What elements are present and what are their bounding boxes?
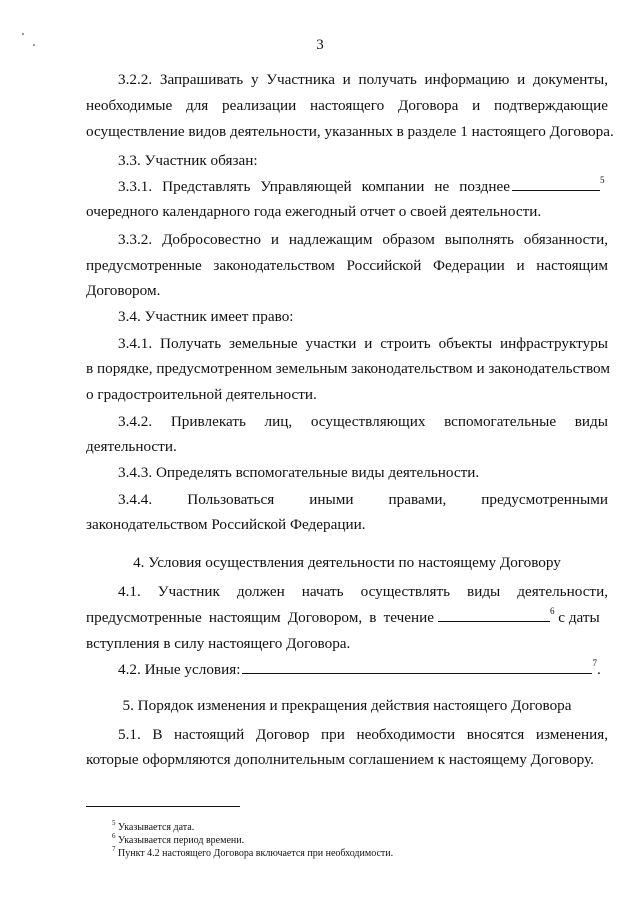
paragraph-line: в порядке, предусмотренном земельным законодательством и законодательством (86, 360, 610, 377)
paragraph-line: 3.3. Участник обязан: (118, 152, 258, 169)
paragraph-line: 3.4.1. Получать земельные участки и строить объекты инфраструктуры (118, 335, 608, 352)
paragraph-line (118, 174, 608, 196)
footnote-text: Пункт 4.2 настоящего Договора включается при необходимости. (118, 848, 394, 859)
paragraph-text: 4.2. Иные условия: (118, 661, 241, 678)
footnote (112, 818, 195, 834)
paragraph-line: 5.1. В настоящий Договор при необходимости вносятся изменения, (118, 726, 608, 743)
blank-field (438, 609, 550, 622)
paragraph-text: с даты (558, 609, 600, 626)
paragraph-text: предусмотренные настоящим Договором, в течение (86, 609, 434, 626)
section-title: 5. Порядок изменения и прекращения действия настоящего Договора (122, 697, 572, 714)
section-title: 4. Условия осуществления деятельности по настоящему Договору (133, 554, 561, 571)
paragraph-line (86, 605, 608, 627)
paragraph-line: 3.2.2. Запрашивать у Участника и получать информацию и документы, (118, 71, 608, 88)
paragraph-line: Договором. (86, 282, 161, 299)
paragraph-line: 3.4.3. Определять вспомогательные виды деятельности. (118, 464, 480, 481)
footnote-separator (86, 806, 240, 807)
paragraph-line: очередного календарного года ежегодный отчет о своей деятельности. (86, 203, 542, 220)
scan-speck (22, 33, 24, 35)
footnote-ref: 6 (550, 605, 555, 616)
paragraph-text: . (596, 661, 601, 678)
blank-field (242, 661, 592, 674)
paragraph-line (118, 657, 610, 679)
footnote (112, 831, 245, 847)
footnote-text: Указывается дата. (118, 822, 195, 833)
paragraph-line: необходимые для реализации настоящего Договора и подтверждающие (86, 97, 608, 114)
paragraph-line: 3.4. Участник имеет право: (118, 308, 294, 325)
footnote (112, 844, 394, 860)
paragraph-line: 4.1. Участник должен начать осуществлять виды деятельности, (118, 583, 608, 600)
paragraph-line: 3.4.2. Привлекать лиц, осуществляющих вспомогательные виды (118, 413, 608, 430)
paragraph-line: предусмотренные законодательством Российской Федерации и настоящим (86, 257, 608, 274)
paragraph-line: 3.4.4. Пользоваться иными правами, предусмотренными (118, 491, 608, 508)
footnote-ref: 7 (592, 657, 597, 668)
footnote-number: 6 (112, 831, 116, 840)
paragraph-line: осуществление видов деятельности, указанных в разделе 1 настоящего Договора. (86, 123, 614, 140)
paragraph-line: вступления в силу настоящего Договора. (86, 635, 351, 652)
footnote-text: Указывается период времени. (118, 835, 245, 846)
paragraph-line: которые оформляются дополнительным соглашением к настоящему Договору. (86, 751, 594, 768)
footnote-number: 7 (112, 844, 116, 853)
paragraph-text: 3.3.1. Представлять Управляющей компании не позднее (118, 178, 510, 195)
paragraph-line: 3.3.2. Добросовестно и надлежащим образом выполнять обязанности, (118, 231, 608, 248)
footnote-number: 5 (112, 818, 116, 827)
paragraph-line: законодательством Российской Федерации. (86, 516, 366, 533)
page-number: 3 (316, 37, 324, 53)
paragraph-line: о градостроительной деятельности. (86, 386, 317, 403)
footnote-ref: 5 (600, 174, 605, 185)
paragraph-line: деятельности. (86, 438, 177, 455)
blank-field (512, 178, 600, 191)
